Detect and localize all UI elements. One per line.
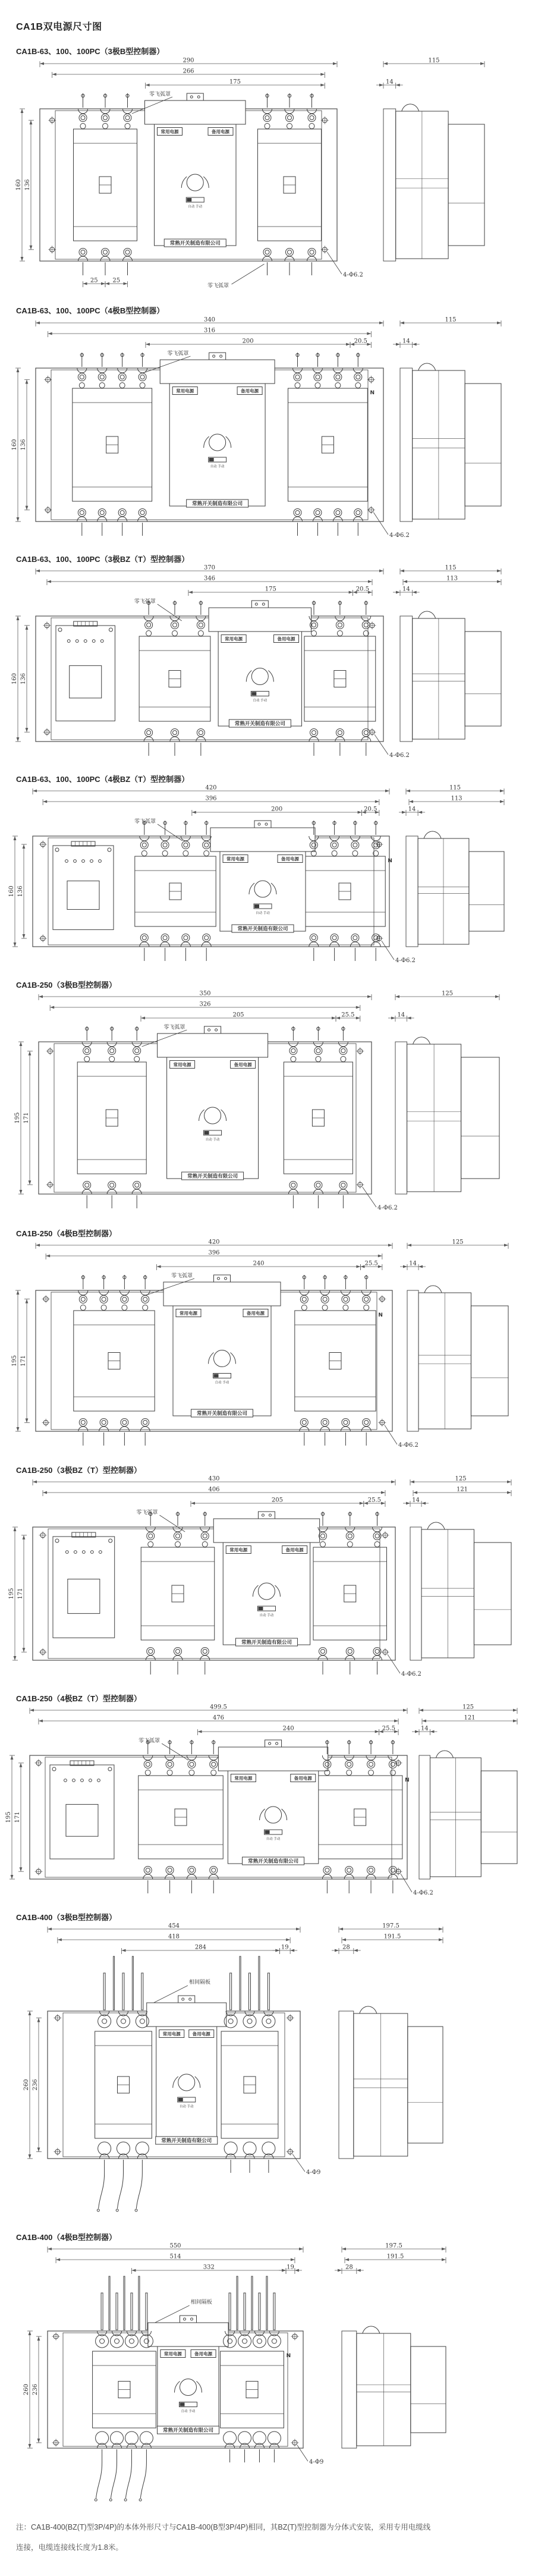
- section-5-heading: CA1B-250（3极B型控制器）: [16, 981, 117, 989]
- svg-text:常用电源: 常用电源: [173, 1062, 191, 1067]
- svg-text:备用电源: 备用电源: [194, 2351, 213, 2357]
- svg-text:4-Φ6.2: 4-Φ6.2: [398, 1442, 418, 1449]
- svg-text:常熟开关制造有限公司: 常熟开关制造有限公司: [162, 2427, 214, 2434]
- svg-text:115: 115: [428, 57, 440, 64]
- svg-text:160: 160: [11, 673, 18, 685]
- svg-text:115: 115: [449, 784, 461, 791]
- svg-text:25.5: 25.5: [341, 1011, 355, 1019]
- svg-text:240: 240: [253, 1260, 265, 1267]
- svg-text:零飞弧罩: 零飞弧罩: [163, 1025, 185, 1031]
- svg-text:113: 113: [446, 575, 458, 582]
- svg-text:N: N: [378, 1312, 383, 1318]
- svg-text:171: 171: [20, 1355, 27, 1367]
- svg-text:常熟开关制造有限公司: 常熟开关制造有限公司: [187, 1173, 238, 1180]
- svg-text:240: 240: [282, 1725, 294, 1732]
- section-3-dimension-drawing: [3, 564, 532, 770]
- svg-text:4-Φ6.2: 4-Φ6.2: [401, 1671, 421, 1677]
- svg-text:零飞弧罩: 零飞弧罩: [167, 351, 189, 357]
- section-4-dimension-drawing: [3, 784, 532, 975]
- svg-text:191.5: 191.5: [386, 2253, 404, 2260]
- svg-text:476: 476: [212, 1714, 225, 1721]
- svg-text:260: 260: [23, 2383, 30, 2396]
- svg-text:零飞弧罩: 零飞弧罩: [149, 92, 171, 98]
- svg-text:499.5: 499.5: [210, 1704, 227, 1711]
- svg-text:316: 316: [203, 327, 216, 334]
- svg-text:195: 195: [14, 1112, 21, 1124]
- svg-text:自动 手动: 自动 手动: [259, 1614, 274, 1617]
- svg-text:相间隔板: 相间隔板: [189, 1980, 211, 1986]
- svg-text:171: 171: [14, 1811, 21, 1823]
- svg-text:备用电源: 备用电源: [234, 1062, 252, 1067]
- section-1-heading: CA1B-63、100、100PC（3极B型控制器）: [16, 47, 165, 56]
- svg-text:19: 19: [281, 1944, 289, 1951]
- svg-text:195: 195: [11, 1355, 18, 1367]
- svg-text:191.5: 191.5: [383, 1933, 401, 1940]
- svg-text:4-Φ6.2: 4-Φ6.2: [389, 752, 410, 759]
- svg-text:266: 266: [182, 68, 194, 75]
- svg-text:常用电源: 常用电源: [163, 2351, 182, 2357]
- section-3-heading: CA1B-63、100、100PC（3极BZ（T）型控制器）: [16, 555, 190, 564]
- svg-text:28: 28: [342, 1944, 350, 1951]
- svg-text:171: 171: [23, 1112, 30, 1124]
- svg-text:14: 14: [408, 806, 416, 813]
- svg-text:N: N: [388, 858, 392, 864]
- svg-text:N: N: [370, 390, 375, 396]
- svg-text:284: 284: [194, 1944, 206, 1951]
- svg-text:514: 514: [169, 2253, 181, 2260]
- section-7-dimension-drawing: [3, 1475, 532, 1689]
- svg-text:125: 125: [462, 1704, 474, 1711]
- svg-text:备用电源: 备用电源: [241, 388, 259, 394]
- svg-text:454: 454: [168, 1922, 180, 1930]
- section-10-dimension-drawing: [3, 2242, 532, 2517]
- svg-text:175: 175: [229, 78, 241, 86]
- svg-text:25: 25: [112, 277, 121, 284]
- svg-text:195: 195: [5, 1811, 12, 1823]
- section-1-dimension-drawing: [3, 56, 532, 300]
- section-4-heading: CA1B-63、100、100PC（4极BZ（T）型控制器）: [16, 775, 190, 784]
- svg-text:370: 370: [203, 564, 216, 571]
- svg-text:4-Φ6.2: 4-Φ6.2: [389, 532, 410, 539]
- svg-text:14: 14: [420, 1725, 429, 1732]
- svg-text:290: 290: [182, 57, 194, 64]
- svg-text:常用电源: 常用电源: [162, 2031, 181, 2037]
- svg-text:常用电源: 常用电源: [176, 388, 194, 394]
- section-7-heading: CA1B-250（3极BZ（T）型控制器）: [16, 1466, 141, 1475]
- svg-text:常用电源: 常用电源: [225, 636, 243, 642]
- section-5-dimension-drawing: [3, 989, 532, 1223]
- svg-text:236: 236: [32, 2079, 39, 2091]
- svg-text:160: 160: [15, 179, 22, 191]
- svg-text:430: 430: [208, 1475, 220, 1482]
- svg-text:25.5: 25.5: [367, 1497, 382, 1504]
- svg-text:20.5: 20.5: [354, 338, 367, 345]
- svg-text:自动 手动: 自动 手动: [253, 699, 268, 703]
- section-6-heading: CA1B-250（4极B型控制器）: [16, 1229, 117, 1238]
- svg-text:常熟开关制造有限公司: 常熟开关制造有限公司: [248, 1858, 299, 1865]
- svg-text:常用电源: 常用电源: [229, 1547, 248, 1553]
- svg-text:常熟开关制造有限公司: 常熟开关制造有限公司: [161, 2138, 212, 2144]
- svg-text:25: 25: [90, 277, 98, 284]
- svg-text:113: 113: [451, 795, 462, 802]
- svg-text:115: 115: [445, 564, 457, 571]
- svg-text:常熟开关制造有限公司: 常熟开关制造有限公司: [241, 1639, 292, 1646]
- section-2-heading: CA1B-63、100、100PC（4极B型控制器）: [16, 306, 165, 315]
- svg-text:115: 115: [445, 316, 457, 323]
- svg-text:备用电源: 备用电源: [277, 636, 295, 642]
- svg-text:14: 14: [412, 1497, 420, 1504]
- svg-text:常用电源: 常用电源: [226, 856, 244, 862]
- svg-text:常熟开关制造有限公司: 常熟开关制造有限公司: [196, 1410, 248, 1417]
- svg-text:418: 418: [168, 1933, 180, 1940]
- svg-text:常熟开关制造有限公司: 常熟开关制造有限公司: [192, 501, 243, 507]
- svg-text:396: 396: [205, 795, 217, 802]
- svg-text:136: 136: [20, 673, 27, 685]
- svg-text:346: 346: [203, 575, 216, 582]
- svg-text:4-Φ6.2: 4-Φ6.2: [343, 272, 363, 278]
- svg-text:零飞弧罩: 零飞弧罩: [136, 1510, 158, 1516]
- svg-text:197.5: 197.5: [382, 1922, 399, 1930]
- svg-text:236: 236: [32, 2383, 39, 2396]
- svg-text:常用电源: 常用电源: [180, 1311, 197, 1316]
- svg-text:4-Φ9: 4-Φ9: [309, 2459, 324, 2465]
- svg-text:136: 136: [24, 179, 31, 191]
- svg-text:4-Φ6.2: 4-Φ6.2: [413, 1890, 433, 1896]
- svg-text:自动 手动: 自动 手动: [215, 1381, 229, 1385]
- svg-text:零飞弧罩: 零飞弧罩: [134, 819, 156, 825]
- svg-text:备用电源: 备用电源: [285, 1547, 304, 1553]
- section-10-heading: CA1B-400（4极B型控制器）: [16, 2233, 117, 2242]
- svg-text:相间隔板: 相间隔板: [190, 2299, 212, 2305]
- section-2-dimension-drawing: [3, 316, 532, 550]
- svg-text:14: 14: [385, 78, 394, 86]
- svg-text:自动 手动: 自动 手动: [205, 1138, 220, 1142]
- svg-text:420: 420: [208, 1239, 220, 1246]
- svg-text:136: 136: [20, 439, 27, 451]
- svg-text:零飞弧罩: 零飞弧罩: [134, 599, 156, 605]
- svg-text:N: N: [405, 1777, 410, 1783]
- svg-text:205: 205: [271, 1497, 283, 1504]
- svg-text:121: 121: [456, 1486, 468, 1493]
- section-9-dimension-drawing: [3, 1922, 532, 2227]
- svg-text:20.5: 20.5: [355, 586, 369, 593]
- svg-text:零飞弧罩: 零飞弧罩: [207, 283, 229, 289]
- svg-text:4-Φ6.2: 4-Φ6.2: [377, 1205, 398, 1211]
- svg-text:125: 125: [452, 1239, 464, 1246]
- section-8-heading: CA1B-250（4极BZ（T）型控制器）: [16, 1694, 141, 1703]
- footnote-line-1: 注：CA1B-400(BZ(T)型3P/4P)的本体外形尺寸与CA1B-400(B型3P/4P)相同，其BZ(T)型控制器为分体式安装，采用专用电缆线: [16, 2523, 431, 2531]
- svg-text:自动 手动: 自动 手动: [188, 205, 203, 209]
- svg-text:326: 326: [199, 1001, 211, 1008]
- footnote-line-2: 连接，电缆连接线长度为1.8米。: [16, 2543, 123, 2552]
- svg-text:25.5: 25.5: [382, 1725, 395, 1732]
- svg-text:4-Φ9: 4-Φ9: [306, 2169, 321, 2176]
- svg-text:备用电源: 备用电源: [247, 1311, 265, 1316]
- section-9-heading: CA1B-400（3极B型控制器）: [16, 1913, 117, 1922]
- svg-text:160: 160: [8, 885, 15, 897]
- svg-text:160: 160: [11, 439, 18, 451]
- svg-text:自动 手动: 自动 手动: [179, 2105, 194, 2109]
- svg-text:200: 200: [271, 806, 283, 813]
- svg-text:零飞弧罩: 零飞弧罩: [171, 1273, 193, 1279]
- svg-text:N: N: [286, 2353, 291, 2359]
- svg-text:常用电源: 常用电源: [234, 1776, 253, 1781]
- svg-text:350: 350: [199, 990, 211, 997]
- svg-text:550: 550: [169, 2242, 181, 2250]
- svg-text:195: 195: [8, 1588, 15, 1600]
- svg-text:自动 手动: 自动 手动: [256, 912, 270, 915]
- svg-text:136: 136: [17, 885, 24, 897]
- svg-text:332: 332: [203, 2264, 215, 2271]
- svg-text:14: 14: [409, 1260, 417, 1267]
- svg-text:零飞弧罩: 零飞弧罩: [139, 1738, 160, 1744]
- svg-text:420: 420: [205, 784, 217, 791]
- svg-text:自动 手动: 自动 手动: [210, 465, 225, 469]
- svg-text:197.5: 197.5: [385, 2242, 402, 2250]
- svg-text:常熟开关制造有限公司: 常熟开关制造有限公司: [169, 240, 221, 247]
- svg-text:常熟开关制造有限公司: 常熟开关制造有限公司: [234, 721, 285, 727]
- svg-text:171: 171: [17, 1588, 24, 1600]
- svg-text:19: 19: [287, 2264, 294, 2271]
- svg-text:25.5: 25.5: [364, 1260, 378, 1267]
- svg-text:常熟开关制造有限公司: 常熟开关制造有限公司: [237, 926, 288, 932]
- svg-text:396: 396: [208, 1249, 220, 1256]
- svg-text:205: 205: [232, 1011, 244, 1019]
- svg-text:125: 125: [455, 1475, 467, 1482]
- svg-text:14: 14: [402, 586, 410, 593]
- svg-text:备用电源: 备用电源: [212, 129, 229, 134]
- svg-text:28: 28: [345, 2264, 353, 2271]
- svg-text:260: 260: [23, 2079, 30, 2091]
- svg-text:自动 手动: 自动 手动: [181, 2409, 196, 2414]
- svg-text:121: 121: [464, 1714, 476, 1721]
- svg-text:406: 406: [208, 1486, 220, 1493]
- section-6-dimension-drawing: [3, 1238, 532, 1460]
- svg-text:4-Φ6.2: 4-Φ6.2: [395, 957, 416, 964]
- svg-text:14: 14: [397, 1011, 405, 1019]
- svg-text:14: 14: [402, 338, 410, 345]
- svg-text:20.5: 20.5: [364, 806, 377, 813]
- svg-text:备用电源: 备用电源: [294, 1776, 312, 1781]
- svg-text:自动 手动: 自动 手动: [266, 1837, 281, 1841]
- svg-text:备用电源: 备用电源: [281, 856, 299, 862]
- svg-text:340: 340: [203, 316, 216, 323]
- svg-text:常用电源: 常用电源: [160, 129, 179, 134]
- page-title: CA1B双电源尺寸图: [16, 22, 102, 32]
- section-8-dimension-drawing: [3, 1703, 532, 1908]
- svg-text:备用电源: 备用电源: [192, 2031, 210, 2037]
- svg-text:125: 125: [441, 990, 454, 997]
- svg-text:200: 200: [242, 338, 254, 345]
- svg-text:175: 175: [265, 586, 276, 593]
